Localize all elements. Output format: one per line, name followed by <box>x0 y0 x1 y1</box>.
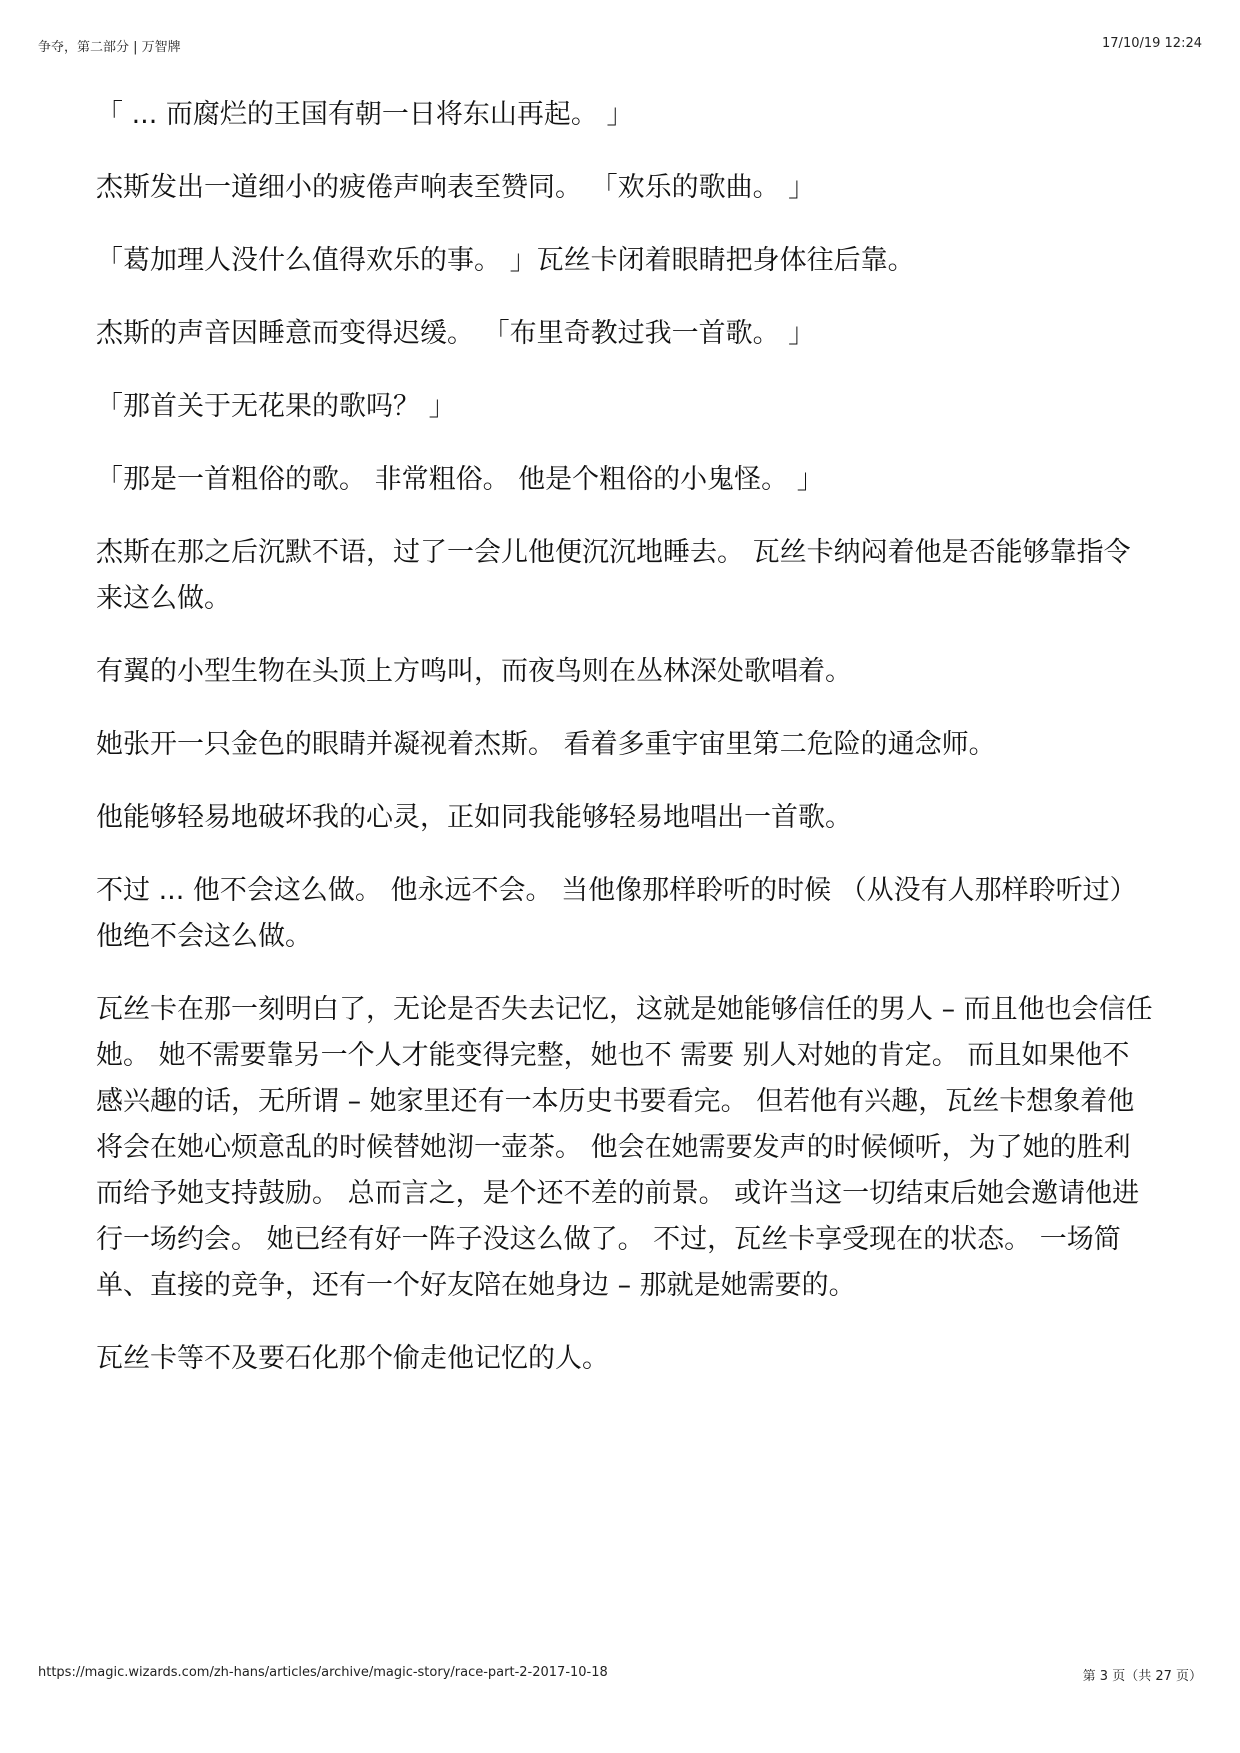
page-number: 第 3 页（共 27 页） <box>1082 1669 1202 1684</box>
paragraph: 她张开一只金色的眼睛并凝视着杰斯。 看着多重宇宙里第二危险的通念师。 <box>96 729 996 760</box>
paragraph: 「那是一首粗俗的歌。 非常粗俗。 他是个粗俗的小鬼怪。 」 <box>96 464 824 495</box>
paragraph: 「 ... 而腐烂的王国有朝一日将东山再起。 」 <box>96 99 634 130</box>
paragraph: 瓦丝卡在那一刻明白了，无论是否失去记忆，这就是她能够信任的男人 – 而且他也会信任她。 她不需要靠另一个人才能变得完整，她也不 需要 别人对她的肯定。 而且如果他不感兴趣的话，无所谓 – 她家里还有一本历史书要看完。 但若他有兴趣，瓦丝卡想象着他将会在她心烦意乱的时候替她沏一壶茶。 他会在她需要发声的时候倾听，为了她的胜利而给予她支持鼓励。 总而言之，是个还不差的前景。 或许当这一切结束后她会邀请他进行一场约会。 她已经有好一阵子没这么做了。 不过，瓦丝卡享受现在的状态。 一场简单、直接的竞争，还有一个好友陪在她身边 – 那就是她需要的。 <box>96 994 1153 1301</box>
paragraph: 不过 ... 他不会这么做。 他永远不会。 当他像那样聆听的时候 （从没有人那样聆听过）他绝不会这么做。 <box>96 875 1137 952</box>
page-url: https://magic.wizards.com/zh-hans/articles/archive/magic-story/race-part-2-2017-10-18 <box>38 1665 608 1680</box>
print-datetime: 17/10/19 12:24 <box>1102 36 1202 51</box>
page-title: 争夺，第二部分 | 万智牌 <box>38 40 181 55</box>
paragraph: 他能够轻易地破坏我的心灵，正如同我能够轻易地唱出一首歌。 <box>96 802 852 833</box>
paragraph: 瓦丝卡等不及要石化那个偷走他记忆的人。 <box>96 1343 609 1374</box>
paragraph: 杰斯在那之后沉默不语，过了一会儿他便沉沉地睡去。 瓦丝卡纳闷着他是否能够靠指令来这么做。 <box>96 537 1131 614</box>
print-footer <box>38 1665 1202 1684</box>
paragraph: 「那首关于无花果的歌吗？ 」 <box>96 391 456 422</box>
article-body <box>96 92 1156 1409</box>
paragraph: 有翼的小型生物在头顶上方鸣叫，而夜鸟则在丛林深处歌唱着。 <box>96 656 852 687</box>
paragraph: 杰斯发出一道细小的疲倦声响表至赞同。 「欢乐的歌曲。 」 <box>96 172 816 203</box>
print-header <box>38 36 1202 55</box>
paragraph: 杰斯的声音因睡意而变得迟缓。 「布里奇教过我一首歌。 」 <box>96 318 816 349</box>
paragraph: 「葛加理人没什么值得欢乐的事。 」瓦丝卡闭着眼睛把身体往后靠。 <box>96 245 915 276</box>
